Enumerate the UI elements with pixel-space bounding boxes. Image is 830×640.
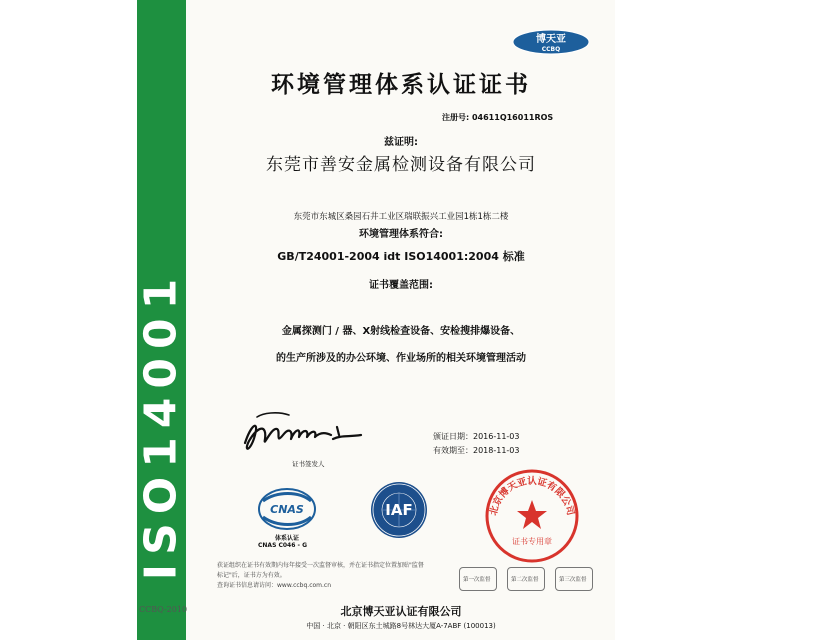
ccbq-logo-name: 博天亚 (536, 34, 566, 45)
standard-text: GB/T24001-2004 idt ISO14001:2004 标准 (277, 250, 525, 263)
cnas-code: CNAS C046 - G (258, 542, 307, 549)
signature (237, 405, 367, 465)
surveillance-label: 第一次监督 (463, 577, 491, 583)
surveillance-label: 第二次监督 (511, 577, 539, 583)
seal-arc-text: 北京博天亚认证有限公司 (488, 476, 576, 517)
seal-center-text: 证书专用章 (512, 537, 552, 546)
iaf-logo (359, 480, 439, 540)
signer-label: 证书签发人 (292, 460, 325, 468)
certifies-label: 兹证明: (384, 137, 418, 148)
sidebar-footer-code: CCBQ-2010 (139, 605, 188, 614)
validity-dates (433, 430, 520, 458)
company-name: 东莞市善安金属检测设备有限公司 (266, 155, 536, 175)
certificate-title: 环境管理体系认证证书 (271, 72, 531, 98)
cnas-logo (257, 487, 317, 531)
ccbq-logo-sub: CCBQ (541, 46, 561, 53)
conforms-label: 环境管理体系符合: (359, 229, 443, 240)
registration-number: 注册号: 04611Q16011ROS (442, 113, 554, 122)
certificate-notes (217, 561, 432, 591)
valid-until-date: 有效期至：2018-11-03 (433, 446, 520, 455)
sidebar-standard-text: ISO14001 (135, 269, 187, 581)
iaf-logo-text: IAF (385, 501, 413, 519)
certificate (137, 0, 615, 640)
issue-date: 颁证日期：2016-11-03 (433, 432, 520, 441)
green-sidebar (137, 0, 186, 640)
surveillance-label: 第三次监督 (559, 577, 587, 583)
note-line: 标记"后，证书方为有效。 (217, 572, 286, 579)
issuer-name: 北京博天亚认证有限公司 (340, 605, 462, 618)
cnas-logo-text: CNAS (270, 503, 304, 516)
note-line: 查询证书信息请访问：www.ccbq.com.cn (217, 582, 332, 589)
note-line: 获证组织在证书有效期内每年接受一次监督审核，并在证书指定位置加贴"监督 (217, 562, 424, 569)
scope-label: 证书覆盖范围: (369, 280, 433, 291)
scope-line-2: 的生产所涉及的办公环境、作业场所的相关环境管理活动 (276, 353, 526, 364)
issuer-address: 中国 · 北京 · 朝阳区东土城路8号林达大厦A-7ABF (100013) (306, 622, 496, 630)
cnas-label: 体系认证 (274, 535, 299, 542)
company-seal (482, 466, 582, 566)
ccbq-logo (510, 28, 592, 56)
company-address: 东莞市东城区桑园石井工业区瑞联振兴工业园1栋1栋二楼 (293, 212, 509, 222)
scope-line-1: 金属探测门 / 器、X射线检查设备、安检搜排爆设备、 (281, 326, 521, 337)
